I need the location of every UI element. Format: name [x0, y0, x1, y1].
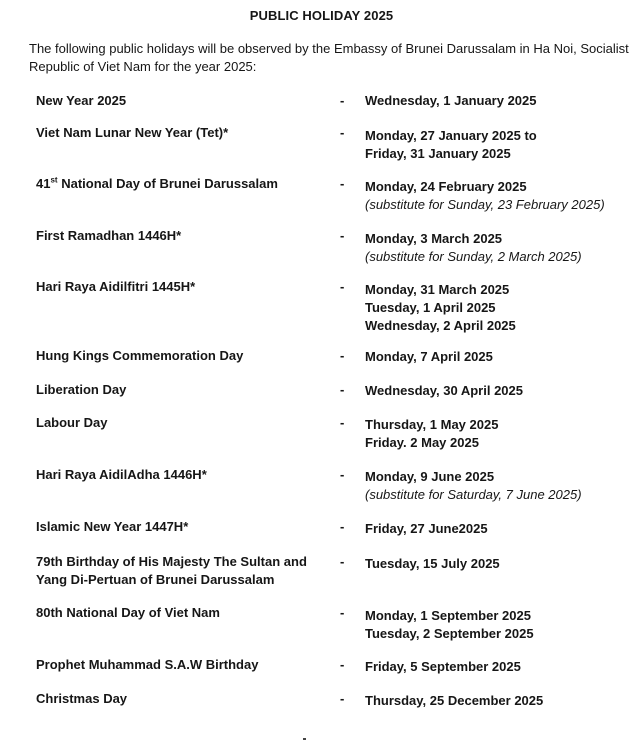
- holiday-dates: [365, 520, 635, 538]
- substitute-note: (substitute for Sunday, 2 March 2025): [365, 249, 582, 264]
- holiday-dates: [365, 348, 635, 366]
- holiday-name: Labour Day: [36, 415, 108, 430]
- holiday-dates: [365, 555, 635, 573]
- separator-dash: -: [340, 657, 345, 672]
- holiday-name: Hung Kings Commemoration Day: [36, 348, 244, 363]
- holiday-date: Monday, 7 April 2025: [365, 349, 493, 364]
- holiday-date: Monday, 9 June 2025: [365, 469, 495, 484]
- holiday-date: Monday, 24 February 2025: [365, 179, 527, 194]
- holiday-date: Wednesday, 1 January 2025: [365, 93, 537, 108]
- separator-dash: -: [340, 125, 345, 140]
- holiday-dates: [365, 281, 635, 335]
- holiday-dates: [365, 178, 635, 214]
- holiday-date: Monday, 3 March 2025: [365, 231, 503, 246]
- separator-dash: -: [340, 382, 345, 397]
- holiday-date: Thursday, 1 May 2025: [365, 417, 499, 432]
- holiday-name: 80th National Day of Viet Nam: [36, 605, 220, 620]
- holiday-name: Prophet Muhammad S.A.W Birthday: [36, 657, 259, 672]
- holiday-name: Islamic New Year 1447H*: [36, 519, 189, 534]
- holiday-date: Monday, 27 January 2025 to: [365, 128, 537, 143]
- holiday-date: Tuesday, 2 September 2025: [365, 626, 534, 641]
- holiday-date: Monday, 1 September 2025: [365, 608, 531, 623]
- holiday-name: 79th Birthday of His Majesty The Sultan and Yang Di-Pertuan of Brunei Darussalam: [36, 554, 307, 587]
- separator-dash: -: [340, 554, 345, 569]
- holiday-date: Tuesday, 1 April 2025: [365, 300, 496, 315]
- separator-dash: -: [340, 279, 345, 294]
- holiday-date: Friday, 27 June2025: [365, 521, 488, 536]
- holiday-date: Wednesday, 30 April 2025: [365, 383, 523, 398]
- holiday-name: [36, 175, 332, 193]
- separator-dash: -: [340, 605, 345, 620]
- holiday-date: Thursday, 25 December 2025: [365, 693, 544, 708]
- holiday-dates: [365, 658, 635, 676]
- holiday-dates: [365, 468, 635, 504]
- holiday-dates: [365, 382, 635, 400]
- holiday-name-rest: National Day of Brunei Darussalam: [57, 176, 278, 191]
- separator-dash: -: [340, 415, 345, 430]
- separator-dash: -: [340, 176, 345, 191]
- holiday-date: Friday, 31 January 2025: [365, 146, 511, 161]
- substitute-note: (substitute for Saturday, 7 June 2025): [365, 487, 582, 502]
- separator-dash: -: [340, 519, 345, 534]
- holiday-name: Hari Raya Aidilfitri 1445H*: [36, 279, 196, 294]
- holiday-name: Hari Raya AidilAdha 1446H*: [36, 467, 207, 482]
- holiday-date: Friday. 2 May 2025: [365, 435, 479, 450]
- separator-dash: -: [340, 93, 345, 108]
- holiday-date: Monday, 31 March 2025: [365, 282, 510, 297]
- holiday-dates: [365, 92, 635, 110]
- holiday-dates: [365, 416, 635, 452]
- ordinal-number: 41: [36, 176, 51, 191]
- separator-dash: -: [340, 228, 345, 243]
- holiday-name: First Ramadhan 1446H*: [36, 228, 182, 243]
- separator-dash: -: [340, 467, 345, 482]
- holiday-name: Viet Nam Lunar New Year (Tet)*: [36, 125, 229, 140]
- holiday-date: Wednesday, 2 April 2025: [365, 318, 516, 333]
- holiday-date: Friday, 5 September 2025: [365, 659, 521, 674]
- holiday-name: New Year 2025: [36, 93, 127, 108]
- holiday-dates: [365, 607, 635, 643]
- holiday-name: Christmas Day: [36, 691, 128, 706]
- holiday-dates: [365, 692, 635, 710]
- substitute-note: (substitute for Sunday, 23 February 2025): [365, 197, 605, 212]
- holiday-dates: [365, 127, 635, 163]
- separator-dash: -: [340, 691, 345, 706]
- holiday-date: Tuesday, 15 July 2025: [365, 556, 500, 571]
- holiday-dates: [365, 230, 635, 266]
- ordinal-suffix: st: [50, 175, 58, 185]
- scan-speck: [303, 738, 306, 740]
- document-title: PUBLIC HOLIDAY 2025: [249, 8, 394, 23]
- separator-dash: -: [340, 348, 345, 363]
- holiday-name: Liberation Day: [36, 382, 127, 397]
- intro-paragraph: The following public holidays will be observed by the Embassy of Brunei Darussalam in Ha Noi, Socialist Republic of Viet Nam for the year 2025:: [29, 41, 629, 74]
